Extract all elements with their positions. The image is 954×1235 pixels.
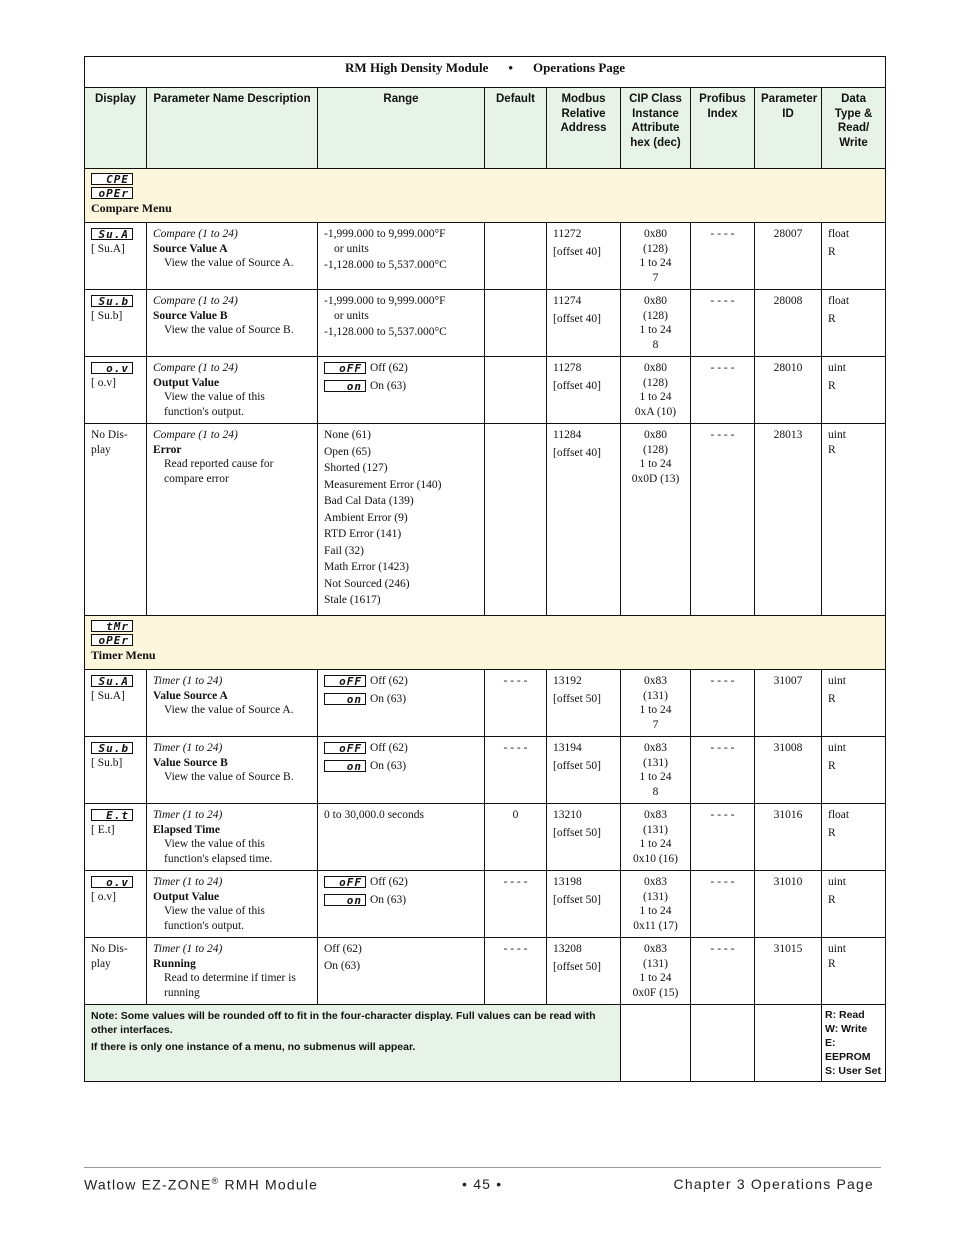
header-modbus: Modbus Relative Address (547, 88, 621, 169)
cip-instance: 1 to 24 (639, 458, 672, 470)
cip-class-dec: (131) (643, 890, 668, 903)
parameter-name: Source Value A (153, 242, 228, 255)
header-display: Display (85, 88, 147, 169)
table-title (85, 57, 886, 88)
data-type: float (828, 295, 850, 307)
header-parameter-id: Parameter ID (755, 88, 822, 169)
parameter-description: Read to determine if timer is running (164, 972, 296, 999)
option-off (324, 674, 478, 689)
cip-cell (621, 290, 691, 357)
modbus-cell (547, 357, 621, 424)
note-single-instance: If there is only one instance of a menu, no submenus will appear. (91, 1041, 416, 1053)
option-off (324, 875, 478, 890)
notes-blank-cell (755, 1005, 822, 1082)
parameter-description: View the value of this function's output. (164, 391, 265, 418)
display-code: [ E.t] (91, 823, 115, 836)
parameter-context: Compare (1 to 24) (153, 295, 238, 307)
title-bullet: • (508, 60, 513, 75)
cip-attribute: 0x11 (17) (633, 919, 678, 932)
off-lcd-icon: oFF (324, 675, 366, 687)
range-line: 0 to 30,000.0 seconds (324, 809, 424, 821)
cip-class-dec: (131) (643, 957, 668, 970)
parameter-id-cell: 31007 (755, 670, 822, 737)
range-option: Measurement Error (140) (324, 478, 442, 491)
default-cell: - - - - (485, 737, 547, 804)
cip-class: 0x83 (644, 943, 667, 955)
profibus-cell: - - - - (691, 871, 755, 938)
data-type: uint (828, 675, 846, 687)
read-write: R (828, 443, 836, 456)
parameter-context: Timer (1 to 24) (153, 876, 223, 888)
data-type-cell (822, 871, 886, 938)
header-profibus: Profibus Index (691, 88, 755, 169)
data-type: uint (828, 362, 846, 374)
rw-legend (822, 1005, 886, 1082)
option-on (324, 893, 478, 908)
footer-chapter: Chapter 3 Operations Page (673, 1176, 874, 1192)
profibus-cell: - - - - (691, 804, 755, 871)
profibus-cell: - - - - (691, 424, 755, 616)
data-type-cell (822, 357, 886, 424)
option-label: On (63) (370, 759, 407, 772)
lcd-display-icon: o.v (91, 876, 133, 888)
parameter-context: Timer (1 to 24) (153, 809, 223, 821)
modbus-cell (547, 804, 621, 871)
range-cell (318, 424, 485, 616)
parameter-name: Value Source A (153, 689, 228, 702)
read-write: R (828, 759, 836, 772)
data-type-cell (822, 223, 886, 290)
data-type: uint (828, 876, 846, 888)
compare-menu-label: Compare Menu (91, 201, 172, 215)
parameter-description: View the value of Source A. (164, 704, 294, 716)
cip-class: 0x83 (644, 876, 667, 888)
range-cell (318, 357, 485, 424)
notes-blank-cell (691, 1005, 755, 1082)
on-lcd-icon: on (324, 760, 366, 772)
modbus-cell (547, 223, 621, 290)
compare-menu-cell (85, 169, 886, 223)
data-type-cell (822, 290, 886, 357)
header-default: Default (485, 88, 547, 169)
range-option: Off (62) (324, 943, 362, 955)
modbus-cell (547, 424, 621, 616)
default-cell (485, 424, 547, 616)
data-type-cell (822, 804, 886, 871)
range-option: Shorted (127) (324, 462, 388, 474)
parameter-description: View the value of Source B. (164, 324, 294, 336)
table-row (85, 357, 886, 424)
notes-blank-cell (621, 1005, 691, 1082)
operations-parameter-table (84, 56, 886, 1082)
timer-menu-row (85, 616, 886, 670)
modbus-offset: [offset 50] (553, 692, 602, 705)
option-label: On (63) (370, 692, 407, 705)
cip-class-dec: (131) (643, 756, 668, 769)
lcd-display-icon: Su.A (91, 228, 133, 240)
cip-cell (621, 938, 691, 1005)
modbus-cell (547, 737, 621, 804)
cip-cell (621, 357, 691, 424)
parameter-description: View the value of this function's output. (164, 905, 265, 932)
off-lcd-icon: oFF (324, 362, 366, 374)
cip-attribute: 8 (652, 338, 659, 351)
profibus-cell: - - - - (691, 737, 755, 804)
header-parameter: Parameter Name Description (147, 88, 318, 169)
default-cell (485, 223, 547, 290)
header-data-type: Data Type & Read/ Write (822, 88, 886, 169)
modbus-cell (547, 670, 621, 737)
parameter-context: Compare (1 to 24) (153, 362, 238, 374)
lcd-display-icon: Su.A (91, 675, 133, 687)
note-rounding: Note: Some values will be rounded off to fit in the four-character display. Full values can be read with other interfaces. (91, 1010, 596, 1036)
modbus-offset: [offset 40] (553, 245, 602, 258)
compare-menu-row (85, 169, 886, 223)
cip-instance: 1 to 24 (639, 771, 672, 783)
display-code: [ Su.b] (91, 756, 123, 769)
table-title-row (85, 57, 886, 88)
cip-class-dec: (128) (643, 242, 668, 255)
cip-instance: 1 to 24 (639, 391, 672, 403)
parameter-description: View the value of Source A. (164, 257, 294, 269)
option-label: On (63) (370, 893, 407, 906)
default-cell: - - - - (485, 871, 547, 938)
legend-item: R: Read (825, 1009, 865, 1021)
cip-instance: 1 to 24 (639, 972, 672, 984)
timer-menu-cell (85, 616, 886, 670)
parameter-description: View the value of Source B. (164, 771, 294, 783)
legend-item: E: EEPROM (825, 1037, 871, 1063)
modbus-address: 13194 (553, 742, 582, 754)
oper-lcd-icon: oPEr (91, 634, 133, 646)
table-row (85, 290, 886, 357)
parameter-id-cell: 28013 (755, 424, 822, 616)
default-cell (485, 290, 547, 357)
cip-instance: 1 to 24 (639, 324, 672, 336)
range-option: RTD Error (141) (324, 528, 402, 540)
modbus-address: 11272 (553, 228, 582, 240)
column-header-row (85, 88, 886, 169)
parameter-id-cell: 31008 (755, 737, 822, 804)
parameter-cell (147, 223, 318, 290)
cip-instance: 1 to 24 (639, 905, 672, 917)
cip-attribute: 0x0F (15) (632, 986, 679, 999)
parameter-id-cell: 28007 (755, 223, 822, 290)
parameter-id-cell: 28008 (755, 290, 822, 357)
read-write: R (828, 957, 836, 970)
cip-attribute: 0x0D (13) (631, 472, 680, 485)
parameter-id-cell: 28010 (755, 357, 822, 424)
range-line: or units (334, 242, 369, 255)
data-type: float (828, 809, 850, 821)
parameter-name: Running (153, 957, 196, 970)
default-cell (485, 357, 547, 424)
cip-attribute: 8 (652, 785, 659, 798)
cip-class-dec: (128) (643, 309, 668, 322)
range-cell (318, 223, 485, 290)
registered-mark: ® (211, 1176, 220, 1186)
parameter-context: Compare (1 to 24) (153, 429, 238, 441)
range-option: On (63) (324, 959, 361, 972)
read-write: R (828, 312, 836, 325)
option-on (324, 759, 478, 774)
cip-class: 0x80 (644, 362, 667, 374)
range-line: -1,999.000 to 9,999.000°F (324, 228, 446, 240)
display-code: [ o.v] (91, 890, 116, 903)
read-write: R (828, 692, 836, 705)
parameter-context: Timer (1 to 24) (153, 943, 223, 955)
modbus-address: 11278 (553, 362, 582, 374)
cip-cell (621, 871, 691, 938)
parameter-cell (147, 424, 318, 616)
cip-class-dec: (128) (643, 443, 668, 456)
cip-class: 0x80 (644, 295, 667, 307)
range-line: -1,999.000 to 9,999.000°F (324, 295, 446, 307)
profibus-cell: - - - - (691, 290, 755, 357)
oper-lcd-icon: oPEr (91, 187, 133, 199)
cip-class: 0x83 (644, 675, 667, 687)
range-line: -1,128.000 to 5,537.000°C (324, 326, 447, 338)
cip-class-dec: (131) (643, 823, 668, 836)
read-write: R (828, 245, 836, 258)
option-off (324, 361, 478, 376)
display-code: [ Su.b] (91, 309, 123, 322)
on-lcd-icon: on (324, 380, 366, 392)
profibus-cell: - - - - (691, 223, 755, 290)
modbus-address: 13198 (553, 876, 582, 888)
modbus-address: 13208 (553, 943, 582, 955)
display-cell: No Dis- play (85, 424, 147, 616)
cip-cell (621, 804, 691, 871)
parameter-name: Error (153, 443, 182, 456)
default-cell: - - - - (485, 670, 547, 737)
range-cell (318, 804, 485, 871)
table-row (85, 938, 886, 1005)
cip-instance: 1 to 24 (639, 838, 672, 850)
range-line: -1,128.000 to 5,537.000°C (324, 259, 447, 271)
parameter-name: Source Value B (153, 309, 228, 322)
on-lcd-icon: on (324, 894, 366, 906)
on-lcd-icon: on (324, 693, 366, 705)
cip-cell (621, 223, 691, 290)
profibus-cell: - - - - (691, 670, 755, 737)
page-number: • 45 • (462, 1176, 503, 1192)
parameter-name: Output Value (153, 890, 220, 903)
data-type-cell (822, 670, 886, 737)
cip-instance: 1 to 24 (639, 704, 672, 716)
modbus-offset: [offset 40] (553, 312, 602, 325)
range-line: or units (334, 309, 369, 322)
cip-cell (621, 424, 691, 616)
cip-attribute: 7 (652, 271, 659, 284)
range-option: Not Sourced (246) (324, 577, 410, 590)
range-cell (318, 737, 485, 804)
legend-item: W: Write (825, 1023, 868, 1035)
title-module: RM High Density Module (345, 60, 489, 75)
table-row (85, 424, 886, 616)
range-option: Ambient Error (9) (324, 511, 408, 524)
range-option: Bad Cal Data (139) (324, 495, 414, 507)
range-cell (318, 670, 485, 737)
option-label: Off (62) (370, 362, 408, 374)
cip-class: 0x80 (644, 228, 667, 240)
parameter-id-cell: 31015 (755, 938, 822, 1005)
parameter-context: Timer (1 to 24) (153, 742, 223, 754)
display-cell: No Dis- play (85, 938, 147, 1005)
option-label: Off (62) (370, 876, 408, 888)
footer-divider (84, 1167, 881, 1168)
option-label: Off (62) (370, 675, 408, 687)
data-type: uint (828, 429, 846, 441)
display-cell (85, 290, 147, 357)
cip-attribute: 0xA (10) (634, 405, 677, 418)
modbus-cell (547, 871, 621, 938)
modbus-offset: [offset 50] (553, 893, 602, 906)
footer-module: RMH Module (219, 1176, 319, 1193)
modbus-offset: [offset 50] (553, 826, 602, 839)
range-cell (318, 871, 485, 938)
table-row (85, 871, 886, 938)
title-page: Operations Page (532, 60, 626, 75)
off-lcd-icon: oFF (324, 742, 366, 754)
parameter-context: Compare (1 to 24) (153, 228, 238, 240)
display-cell (85, 737, 147, 804)
lcd-display-icon: o.v (91, 362, 133, 374)
modbus-offset: [offset 40] (553, 446, 602, 459)
modbus-cell (547, 938, 621, 1005)
cip-cell (621, 737, 691, 804)
parameter-cell (147, 737, 318, 804)
modbus-address: 13192 (553, 675, 582, 687)
read-write: R (828, 893, 836, 906)
notes-cell (85, 1005, 621, 1082)
modbus-offset: [offset 50] (553, 759, 602, 772)
parameter-context: Timer (1 to 24) (153, 675, 223, 687)
parameter-description: Read reported cause for compare error (164, 458, 274, 485)
parameter-id-cell: 31016 (755, 804, 822, 871)
table-row (85, 670, 886, 737)
parameter-id-cell: 31010 (755, 871, 822, 938)
display-cell (85, 804, 147, 871)
data-type: uint (828, 943, 846, 955)
display-code: [ Su.A] (91, 689, 125, 702)
parameter-cell (147, 871, 318, 938)
display-cell (85, 223, 147, 290)
parameter-name: Value Source B (153, 756, 228, 769)
option-on (324, 379, 478, 394)
parameter-table-wrapper (84, 56, 885, 1082)
modbus-address: 11274 (553, 295, 582, 307)
cip-class-dec: (128) (643, 376, 668, 389)
cip-class: 0x83 (644, 809, 667, 821)
cip-class: 0x80 (644, 429, 667, 441)
range-option: Open (65) (324, 445, 371, 458)
display-code: [ Su.A] (91, 242, 125, 255)
parameter-description: View the value of this function's elapsed time. (164, 838, 273, 865)
range-option: Math Error (1423) (324, 561, 409, 573)
option-off (324, 741, 478, 756)
page-footer (84, 1176, 874, 1196)
table-row (85, 804, 886, 871)
cip-cell (621, 670, 691, 737)
modbus-offset: [offset 40] (553, 379, 602, 392)
display-cell (85, 871, 147, 938)
cip-attribute: 7 (652, 718, 659, 731)
data-type-cell (822, 938, 886, 1005)
modbus-offset: [offset 50] (553, 960, 602, 973)
data-type: uint (828, 742, 846, 754)
parameter-cell (147, 804, 318, 871)
off-lcd-icon: oFF (324, 876, 366, 888)
cip-class-dec: (131) (643, 689, 668, 702)
modbus-address: 13210 (553, 809, 582, 821)
lcd-display-icon: Su.b (91, 742, 133, 754)
profibus-cell: - - - - (691, 357, 755, 424)
option-label: On (63) (370, 379, 407, 392)
timer-menu-label: Timer Menu (91, 648, 156, 662)
option-on (324, 692, 478, 707)
header-range: Range (318, 88, 485, 169)
display-cell (85, 670, 147, 737)
compare-lcd-icon: CPE (91, 173, 133, 185)
header-cip: CIP Class Instance Attribute hex (dec) (621, 88, 691, 169)
read-write: R (828, 826, 836, 839)
lcd-display-icon: Su.b (91, 295, 133, 307)
cip-instance: 1 to 24 (639, 257, 672, 269)
data-type-cell (822, 737, 886, 804)
cip-attribute: 0x10 (16) (632, 852, 679, 865)
data-type-cell (822, 424, 886, 616)
lcd-display-icon: E.t (91, 809, 133, 821)
timer-lcd-icon: tMr (91, 620, 133, 632)
range-cell (318, 290, 485, 357)
table-row (85, 737, 886, 804)
display-cell (85, 357, 147, 424)
default-cell: - - - - (485, 938, 547, 1005)
range-option: Fail (32) (324, 544, 364, 557)
read-write: R (828, 379, 836, 392)
modbus-cell (547, 290, 621, 357)
range-option: Stale (1617) (324, 594, 381, 606)
default-cell: 0 (485, 804, 547, 871)
parameter-cell (147, 670, 318, 737)
parameter-cell (147, 938, 318, 1005)
footer-brand: Watlow EZ-ZONE (84, 1176, 212, 1193)
parameter-name: Elapsed Time (153, 823, 220, 836)
parameter-cell (147, 357, 318, 424)
range-cell (318, 938, 485, 1005)
table-row (85, 223, 886, 290)
parameter-name: Output Value (153, 376, 220, 389)
parameter-cell (147, 290, 318, 357)
footer-product (84, 1176, 318, 1193)
data-type: float (828, 228, 850, 240)
legend-item: S: User Set (825, 1065, 882, 1077)
option-label: Off (62) (370, 742, 408, 754)
cip-class: 0x83 (644, 742, 667, 754)
notes-row (85, 1005, 886, 1082)
modbus-address: 11284 (553, 429, 582, 441)
display-code: [ o.v] (91, 376, 116, 389)
range-option: None (61) (324, 429, 371, 441)
profibus-cell: - - - - (691, 938, 755, 1005)
